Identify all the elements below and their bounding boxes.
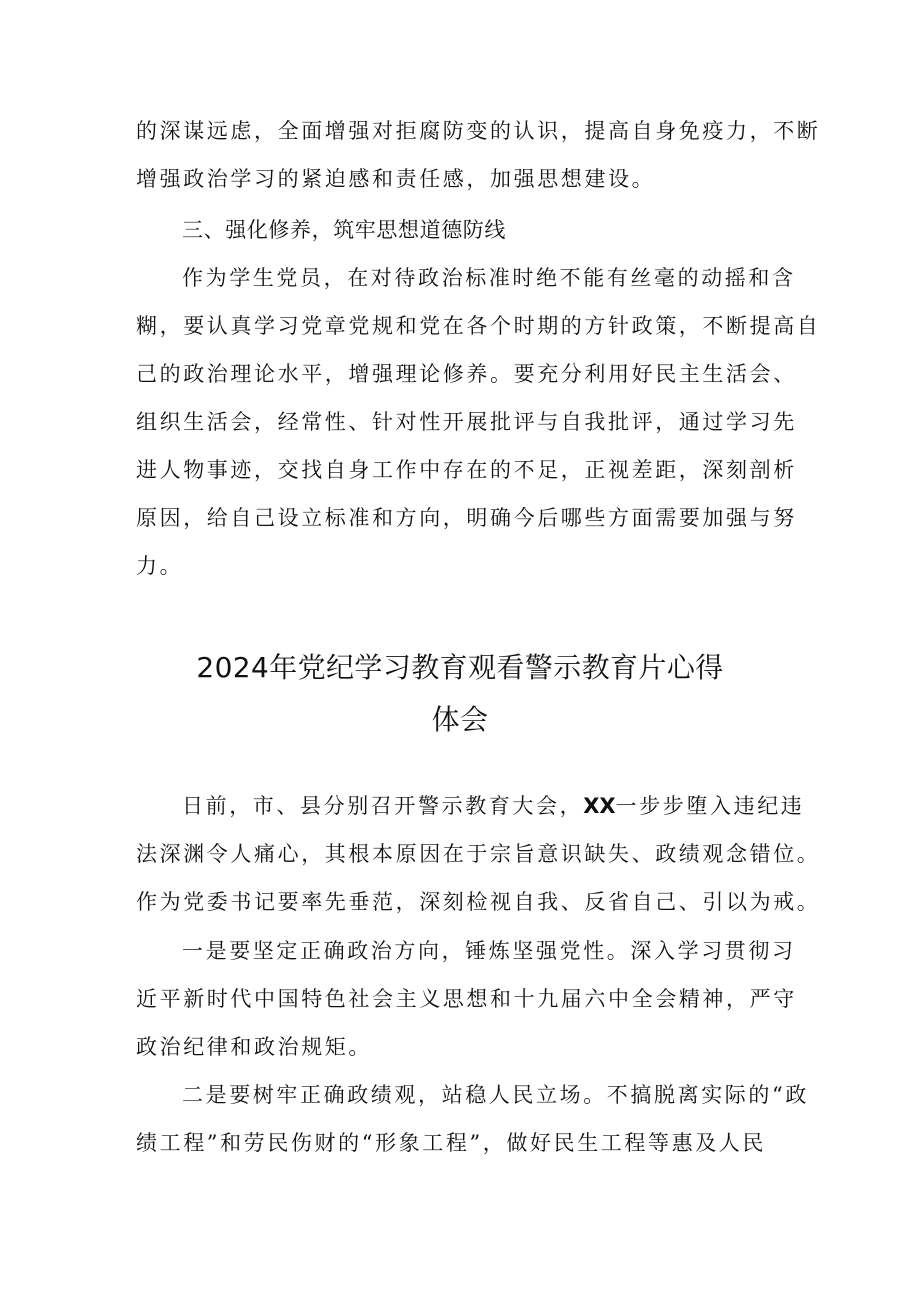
paragraph-line: 的深谋远虑，全面增强对拒腐防变的认识，提高自身免疫力，不断 — [136, 119, 821, 143]
article-title-line2: 体会 — [431, 703, 489, 736]
paragraph-line: 进人物事迹，交找自身工作中存在的不足，正视差距，深刻剖析 — [136, 458, 797, 482]
paragraph-line: 组织生活会，经常性、针对性开展批评与自我批评，通过学习先 — [136, 410, 797, 434]
paragraph-line: 糊，要认真学习党章党规和党在各个时期的方针政策，不断提高自 — [136, 314, 821, 338]
paragraph-line: 作为党委书记要率先垂范，深刻检视自我、反省自己、引以为戒。 — [136, 890, 821, 914]
redacted-name: XX — [583, 794, 616, 818]
paragraph-line: 作为学生党员，在对待政治标准时绝不能有丝毫的动摇和含 — [182, 266, 796, 290]
intro-text-end: 一步步堕入违纪违 — [615, 794, 805, 818]
paragraph-line: 一是要坚定正确政治方向，锤炼坚强党性。深入学习贯彻习 — [182, 939, 796, 963]
paragraph-line: 原因，给自己设立标准和方向，明确今后哪些方面需要加强与努 — [136, 506, 797, 530]
paragraph-line: 增强政治学习的紧迫感和责任感，加强思想建设。 — [136, 167, 656, 191]
paragraph-line: 政治纪律和政治规矩。 — [136, 1035, 372, 1059]
paragraph-line: 绩工程”和劳民伤财的“形象工程”，做好民生工程等惠及人民 — [136, 1131, 767, 1155]
paragraph-line: 己的政治理论水平，增强理论修养。要充分利用好民主生活会、 — [136, 362, 797, 386]
paragraph-line: 力。 — [136, 554, 184, 578]
paragraph-line: 近平新时代中国特色社会主义思想和十九届六中全会精神，严守 — [136, 987, 797, 1011]
paragraph-line — [182, 791, 805, 821]
paragraph-line: 法深渊令人痛心，其根本原因在于宗旨意识缺失、政绩观念错位。 — [136, 842, 821, 866]
intro-text-start: 日前，市、县分别召开警示教育大会， — [182, 794, 584, 818]
section-heading: 三、强化修养，筑牢思想道德防线 — [182, 218, 506, 242]
paragraph-line: 二是要树牢正确政绩观，站稳人民立场。不搞脱离实际的“政 — [182, 1083, 809, 1107]
article-title-line1: 2024年党纪学习教育观看警示教育片心得 — [196, 651, 724, 684]
